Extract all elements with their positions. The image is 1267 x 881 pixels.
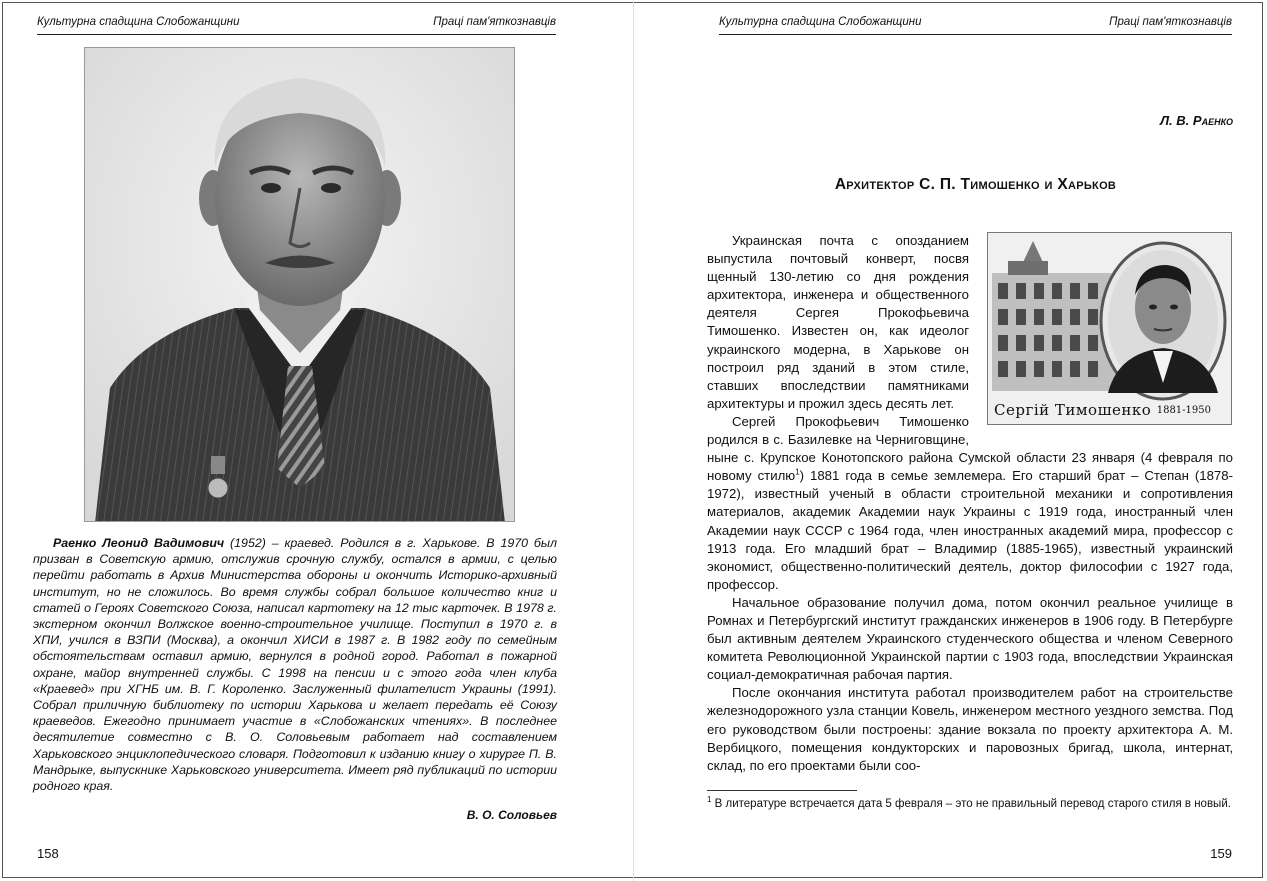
author-surname: Раенко bbox=[1192, 113, 1233, 128]
article-title: Архитектор С. П. Тимошенко и Харьков bbox=[834, 176, 1117, 193]
paragraph-text: Сергей Прокофьевич Тимошенко родился в с. Базилевке на Черниговщине, ныне с. Крупское Конотопского района Сумской области 23 января (4 февраля по новому стилю bbox=[707, 413, 1233, 484]
bio-signature: В. О. Соловьев bbox=[466, 808, 557, 822]
bio-text: (1952) – краевед. Родился в г. Харькове. В 1970 был призван в Советскую армию, отслужив срочную службу, остался в армии, с целью перейти работать в Архив Министерства обороны и окончить Историко-архивный институт, но не сложилось. Во время службы собрал большое количество книг и статей о Героях Советского Союза, написал картотеку на 12 тыс карточек. В 1978 г. экстерном окончил Волжское военно-строительное училище. Поступил в 1970 г. в ХПИ, учился в ВЗПИ (Москва), а окончил ХИСИ в 1987 г. В 1982 году по семейным обстоятельствам оставил армию, вернулся в родной город. Работал в пожарной охране, майор внутренней службы. С 1998 на пенсии и с этого года член клуба «Краевед» при ХГНБ им. В. Г. Короленко. Заслуженный филателист Украины (1991). Собрал приличную библиотеку по истории Харькова и желает передать её Союзу краеведов. Ежегодно принимает участие в «Слобожанских чтениях». В последнее десятилетие совместно с В. О. Соловьевым работает над составлением Харьковского энциклопедического словаря. Подготовил к изданию книгу о хирурге П. В. Мандрыке, выпускнике Харьковского университета. Имеет ряд публикаций по истории родного края. bbox=[33, 536, 557, 794]
footnote-text: В литературе встречается дата 5 февраля – это не правильный перевод старого стиля в новый. bbox=[711, 798, 1231, 810]
article-author bbox=[1160, 113, 1233, 128]
header-right: Праці пам'яткознавців bbox=[433, 16, 556, 28]
footnote-ref[interactable]: 1 bbox=[795, 467, 800, 477]
bio-name: Раенко Леонид Вадимович bbox=[53, 536, 225, 550]
page-number: 158 bbox=[37, 846, 59, 861]
header-right: Праці пам'яткознавців bbox=[1109, 16, 1232, 28]
right-page bbox=[634, 0, 1267, 881]
paragraph-text: ) 1881 года в семье землемера. Его старший брат – Степан (1878-1972), известный ученый в области строительной механики и сопротивления материалов, академик Академии наук Украины с 1919 года, иностранный член Академии наук СССР с 1964 года, член иностранных академий мира, профессор с 1913 года. Его младший брат – Владимир (1885-1965), известный украинский экономист, общественно-политический деятель, доктор философии с 1927 года, профессор. bbox=[707, 468, 1233, 592]
footnote bbox=[707, 797, 1233, 812]
paragraph: Украинская почта с опозданием выпустила почтовый конверт, посвя щенный 130-летию со дня рождения архитектора, инженера и общественного деятеля Сергея Прокофьевича Тимошенко. Известен он, как идеолог украинского модерна, в Харькове он построил ряд зданий в этом стиле, ставших впоследствии памятниками архитектуры и прожил здесь десять лет. bbox=[707, 233, 969, 411]
header-left: Культурна спадщина Слобожанщини bbox=[719, 16, 922, 28]
bio-paragraph bbox=[33, 535, 557, 794]
stamp-years: 1881-1950 bbox=[1156, 405, 1211, 416]
author-initials: Л. В. bbox=[1160, 113, 1193, 128]
header-left: Культурна спадщина Слобожанщини bbox=[37, 16, 240, 28]
running-head bbox=[719, 14, 1232, 35]
stamp-caption: Сергій Тимошенко bbox=[994, 401, 1152, 419]
running-head bbox=[37, 14, 556, 35]
paragraph: После окончания института работал производителем работ на строительстве железнодорожного узла станции Ковель, инженером местного уездного земства. Под его руководством были построены: здание вокзала по проекту архитектора А. М. Вербицкого, помещения кондукторских и паровозных бригад, школа, интернат, склад, по его проектами были соо- bbox=[707, 685, 1233, 773]
portrait-photo bbox=[84, 47, 515, 522]
left-page bbox=[0, 0, 633, 881]
envelope-stamp-image bbox=[987, 232, 1232, 425]
footnote-mark: 1 bbox=[707, 795, 712, 805]
page-number: 159 bbox=[1210, 846, 1232, 861]
paragraph: Начальное образование получил дома, потом окончил реальное училище в Ромнах и Петербургский институт гражданских инженеров в 1906 году. В Петербурге был активным деятелем Украинского студенческого общества и членом Северного комитета Революционной Украинской партии с 1903 года, впоследствии Украинская социал-демократичная рабочая партия. bbox=[707, 594, 1233, 683]
footnote-rule bbox=[707, 790, 857, 791]
